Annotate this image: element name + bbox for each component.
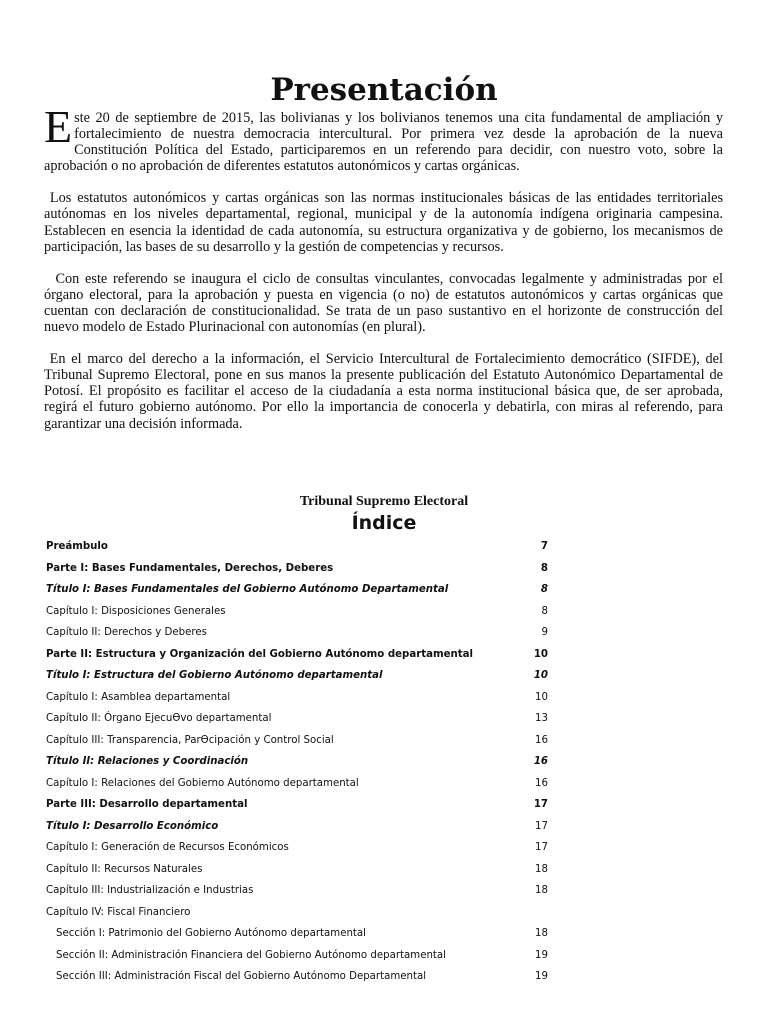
toc-page: 8 bbox=[540, 584, 548, 595]
toc-label: Sección III: Administración Fiscal del Gobierno Autónomo Departamental bbox=[56, 971, 427, 982]
toc-page: 10 bbox=[533, 670, 548, 681]
toc-label: Título I: Estructura del Gobierno Autónomo departamental bbox=[46, 670, 383, 681]
toc-label: Sección II: Administración Financiera del Gobierno Autónomo departamental bbox=[56, 949, 446, 961]
toc-row[interactable] bbox=[46, 904, 548, 922]
toc-row[interactable] bbox=[46, 603, 548, 621]
toc-page: 8 bbox=[541, 605, 548, 617]
toc-row[interactable] bbox=[46, 624, 548, 642]
toc-label: Capítulo I: Generación de Recursos Económicos bbox=[46, 842, 289, 853]
toc-label: Capítulo II: Órgano EjecuƟvo departamental bbox=[46, 713, 272, 724]
toc-row[interactable] bbox=[46, 732, 548, 750]
toc-label: Título I: Desarrollo Económico bbox=[46, 820, 219, 832]
toc-page: 18 bbox=[535, 863, 548, 875]
toc-page: 17 bbox=[535, 820, 548, 832]
toc-page: 7 bbox=[540, 541, 548, 552]
toc-page: 13 bbox=[535, 713, 548, 724]
toc-page: 8 bbox=[540, 562, 548, 574]
toc-label: Título II: Relaciones y Coordinación bbox=[46, 756, 249, 767]
toc-page: 17 bbox=[533, 799, 548, 810]
toc-page: 16 bbox=[535, 734, 548, 746]
toc-row[interactable] bbox=[56, 947, 548, 965]
toc-label: Capítulo I: Disposiciones Generales bbox=[46, 605, 226, 617]
toc-page: 16 bbox=[535, 777, 548, 789]
toc-page: 17 bbox=[535, 842, 548, 853]
toc-label: Capítulo I: Asamblea departamental bbox=[46, 691, 231, 703]
paragraph-1-text: ste 20 de septiembre de 2015, las bolivianas y los bolivianos tenemos una cita fundamental de ampliación y fortalecimiento de nuestra democracia intercultural. Por primera vez desde la aprobación de la nueva Constitución Política del Estado, participaremos en un referendo para decidir, con nuestro voto, sobre la aprobación o no aprobación de diferentes estatutos autonómicos y cartas orgánicas. bbox=[44, 110, 723, 175]
toc-page: 19 bbox=[535, 949, 548, 961]
signature: Tribunal Supremo Electoral bbox=[299, 494, 469, 509]
toc-label: Capítulo III: Transparencia, ParƟcipación y Control Social bbox=[46, 734, 334, 746]
toc-row[interactable] bbox=[46, 689, 548, 707]
presentation-body bbox=[44, 101, 727, 448]
toc-row[interactable] bbox=[46, 710, 548, 728]
toc-row[interactable] bbox=[56, 925, 548, 943]
toc-row[interactable] bbox=[46, 861, 548, 879]
toc-row[interactable] bbox=[46, 753, 548, 771]
drop-cap: E bbox=[44, 101, 73, 152]
toc-page: 16 bbox=[533, 756, 548, 767]
toc-row[interactable] bbox=[46, 882, 548, 900]
paragraph-4: En el marco del derecho a la información, el Servicio Intercultural de Fortalecimiento democrático (SIFDE), del Tribunal Supremo Electoral, pone en sus manos la presente publicación del Estatuto Autonómico Departamental de Potosí. El propósito es facilitar el acceso de la ciudadanía a esta norma institucional básica que, de ser aprobada, regirá el futuro gobierno autónomo. Por ello la importancia de conocerla y debatirla, con miras al referendo, para garantizar una decisión informada. bbox=[44, 351, 727, 432]
toc-label: Capítulo III: Industrialización e Industrias bbox=[46, 885, 254, 896]
toc-label: Parte II: Estructura y Organización del Gobierno Autónomo departamental bbox=[46, 648, 473, 660]
toc-label: Capítulo II: Derechos y Deberes bbox=[46, 627, 207, 638]
toc-page: 10 bbox=[533, 648, 548, 660]
paragraph-3: Con este referendo se inaugura el ciclo de consultas vinculantes, convocadas legalmente y administradas por el órgano electoral, para la aprobación y puesta en vigencia (o no) de estatutos autonómicos y cartas orgánicas que cuentan con declaración de constitucionalidad. Se trata de un paso sustantivo en el horizonte de construcción del nuevo modelo de Estado Plurinacional con autonomías (en plural). bbox=[44, 270, 727, 336]
toc-label: Parte I: Bases Fundamentales, Derechos, Deberes bbox=[46, 562, 334, 574]
toc-row[interactable] bbox=[46, 538, 548, 556]
toc-page: 18 bbox=[535, 885, 548, 896]
toc-label: Sección I: Patrimonio del Gobierno Autónomo departamental bbox=[56, 928, 366, 939]
toc-row[interactable] bbox=[46, 667, 548, 685]
toc-page: 10 bbox=[535, 691, 548, 703]
toc-row[interactable] bbox=[56, 968, 548, 986]
toc-row[interactable] bbox=[46, 646, 548, 664]
toc-row[interactable] bbox=[46, 560, 548, 578]
toc-page: 18 bbox=[535, 928, 548, 939]
toc-row[interactable] bbox=[46, 581, 548, 599]
toc-page: 9 bbox=[541, 627, 548, 638]
toc-label: Capítulo I: Relaciones del Gobierno Autónomo departamental bbox=[46, 777, 359, 789]
toc-label: Capítulo II: Recursos Naturales bbox=[46, 863, 203, 875]
toc-row[interactable] bbox=[46, 775, 548, 793]
toc-label: Título I: Bases Fundamentales del Gobierno Autónomo Departamental bbox=[46, 584, 449, 595]
paragraph-1 bbox=[44, 101, 723, 175]
toc-page bbox=[528, 904, 548, 922]
page-title: Presentación bbox=[270, 72, 498, 108]
toc-row[interactable] bbox=[46, 818, 548, 836]
toc-page: 19 bbox=[535, 971, 548, 982]
toc-row[interactable] bbox=[46, 839, 548, 857]
toc-row[interactable] bbox=[46, 796, 548, 814]
paragraph-2: Los estatutos autonómicos y cartas orgánicas son las normas institucionales básicas de las entidades territoriales autónomas en los niveles departamental, regional, municipal y de la autonomía indígena originaria campesina. Establecen en esencia la identidad de cada autonomía, su estructura organizativa y de gobierno, los mecanismos de participación, las bases de su desarrollo y la gestión de competencias y recursos. bbox=[44, 190, 727, 255]
index-title: Índice bbox=[351, 512, 417, 534]
toc-label: Capítulo IV: Fiscal Financiero bbox=[46, 906, 191, 918]
toc-label: Parte III: Desarrollo departamental bbox=[46, 799, 248, 810]
toc-label: Preámbulo bbox=[46, 541, 108, 552]
